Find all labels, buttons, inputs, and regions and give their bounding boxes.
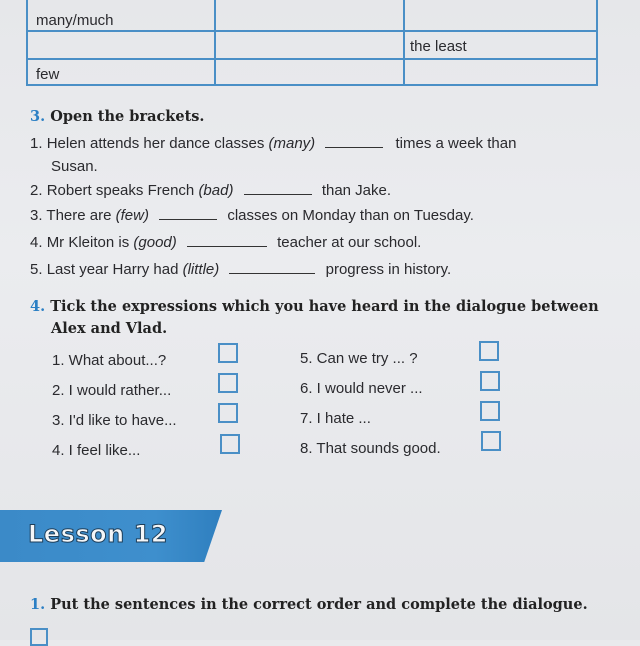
- item-text: teacher at our school.: [277, 234, 422, 251]
- expression-item: 8. That sounds good.: [300, 440, 441, 457]
- item-number: 2.: [30, 182, 43, 199]
- tick-checkbox[interactable]: [479, 341, 499, 361]
- exercise-3-item: [30, 181, 391, 201]
- tick-checkbox[interactable]: [480, 371, 500, 391]
- exercise-heading: Open the brackets.: [50, 108, 205, 125]
- exercise-heading: Tick the expressions which you have heard in the dialogue between: [50, 298, 599, 315]
- item-text: times a week than: [395, 135, 517, 152]
- expression-item: 6. I would never ...: [300, 380, 423, 397]
- answer-blank[interactable]: [229, 261, 315, 274]
- exercise-number: 1.: [30, 596, 46, 613]
- table-cell: the least: [410, 38, 467, 55]
- exercise-heading: Put the sentences in the correct order and complete the dialogue.: [50, 596, 588, 613]
- item-hint: (bad): [198, 182, 234, 199]
- table-divider: [28, 58, 596, 60]
- item-hint: (little): [182, 261, 220, 278]
- expression-item: 2. I would rather...: [52, 382, 172, 399]
- item-text: progress in history.: [325, 261, 452, 278]
- table-cell: few: [36, 66, 60, 83]
- item-text: There are: [46, 207, 112, 224]
- item-hint: (few): [115, 207, 149, 224]
- exercise-3-item-continued: Susan.: [51, 158, 98, 175]
- exercise-3-item: [30, 206, 474, 226]
- expression-item: 4. I feel like...: [52, 442, 141, 459]
- exercise-3-item: [30, 233, 421, 253]
- item-text: Helen attends her dance classes: [46, 135, 265, 152]
- answer-blank[interactable]: [159, 207, 217, 220]
- tick-checkbox[interactable]: [218, 373, 238, 393]
- table-divider: [403, 0, 405, 84]
- expression-item: 1. What about...?: [52, 352, 167, 369]
- expression-item: 7. I hate ...: [300, 410, 371, 427]
- answer-blank[interactable]: [325, 135, 383, 148]
- item-text: Mr Kleiton is: [46, 234, 130, 251]
- exercise-1-title: [30, 594, 588, 615]
- order-checkbox[interactable]: [30, 628, 48, 646]
- answer-blank[interactable]: [244, 182, 312, 195]
- tick-checkbox[interactable]: [220, 434, 240, 454]
- exercise-3-title: [30, 106, 205, 127]
- item-number: 3.: [30, 207, 43, 224]
- exercise-3-item: [30, 134, 516, 154]
- table-divider: [214, 0, 216, 84]
- item-text: Last year Harry had: [46, 261, 179, 278]
- exercise-4-title-line2: Alex and Vlad.: [51, 320, 168, 337]
- item-hint: (many): [268, 135, 316, 152]
- answer-blank[interactable]: [187, 234, 267, 247]
- tick-checkbox[interactable]: [481, 431, 501, 451]
- tick-checkbox[interactable]: [218, 403, 238, 423]
- exercise-number: 3.: [30, 108, 46, 125]
- item-hint: (good): [133, 234, 177, 251]
- item-text: than Jake.: [321, 182, 392, 199]
- item-text: classes on Monday than on Tuesday.: [227, 207, 474, 224]
- item-text: Robert speaks French: [46, 182, 195, 199]
- exercise-4-title: [30, 296, 599, 317]
- item-number: 5.: [30, 261, 43, 278]
- tick-checkbox[interactable]: [480, 401, 500, 421]
- item-number: 4.: [30, 234, 43, 251]
- table-cell: many/much: [36, 12, 114, 29]
- lesson-title: Lesson 12: [28, 520, 168, 548]
- item-number: 1.: [30, 135, 43, 152]
- tick-checkbox[interactable]: [218, 343, 238, 363]
- exercise-3-item: [30, 260, 451, 280]
- expression-item: 3. I'd like to have...: [52, 412, 177, 429]
- exercise-number: 4.: [30, 298, 46, 315]
- comparison-table: [26, 0, 598, 86]
- expression-item: 5. Can we try ... ?: [300, 350, 418, 367]
- table-divider: [28, 30, 596, 32]
